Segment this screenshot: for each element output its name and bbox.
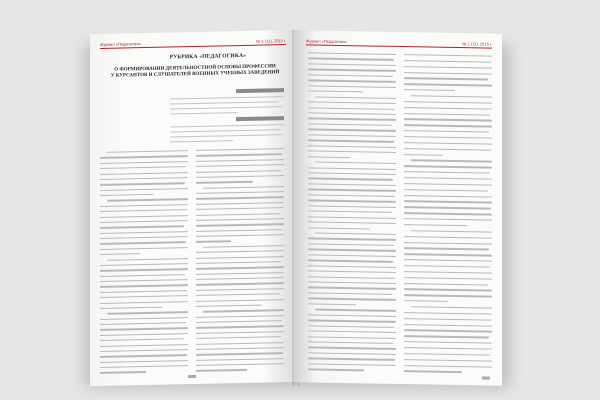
first-author-name [236,88,284,93]
right-page-folio [482,376,490,379]
first-author-affiliation [170,96,284,114]
second-author-affiliation [170,124,284,142]
article-title-line: У КУРСАНТОВ И СЛУШАТЕЛЕЙ ВОЕННЫХ УЧЕБНЫХ ЗАВЕДЕНИЙ [110,70,280,79]
right-running-header [306,38,492,51]
right-running-head-journal: Журнал «Педагогика» [306,38,348,45]
left-running-head-journal: Журнал «Педагогика» [100,41,142,47]
left-running-header [100,38,286,52]
left-running-head-issue: № 1 (11), 2015 г. [256,38,286,44]
right-page-column-1 [308,52,396,372]
right-page-column-2 [404,54,492,374]
rubric-heading: РУБРИКА «ПЕДАГОГИКА» [169,52,247,61]
left-page-column-1 [100,150,188,374]
left-page-folio [188,375,196,378]
second-author-name [236,116,284,121]
article-title-line: О ФОРМИРОВАНИИ ДЕЯТЕЛЬНОСТНОЙ ОСНОВЫ ПРОФЕССИИ [114,64,276,73]
article-title [104,64,286,80]
left-page [90,30,296,386]
right-running-head-issue: № 1 (11), 2015 г. [462,41,492,47]
right-page [296,30,502,386]
left-page-column-2 [196,148,284,372]
